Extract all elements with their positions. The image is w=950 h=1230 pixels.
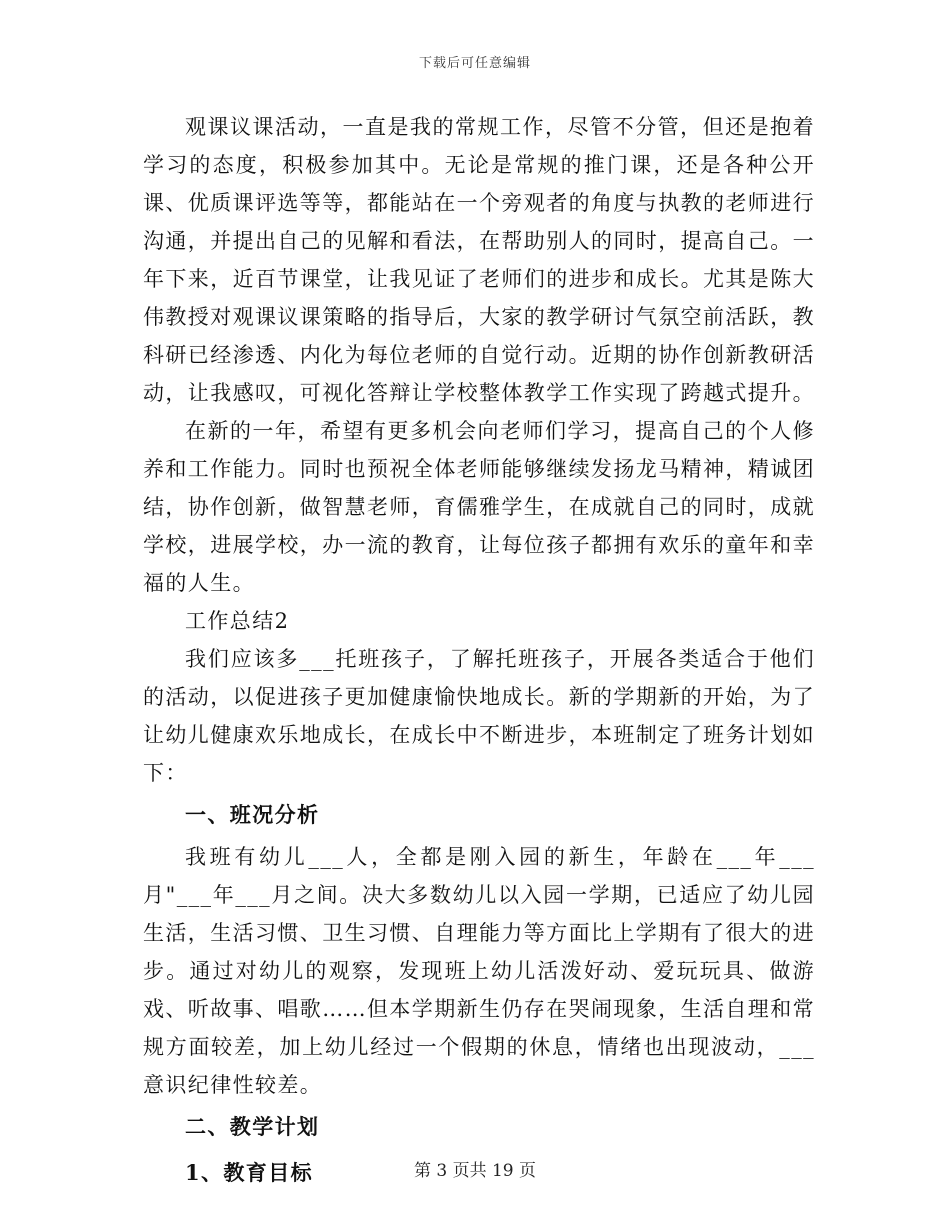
paragraph-class-analysis: 我班有幼儿___人，全都是刚入园的新生，年龄在___年___月"___年___月之间。决大多数幼儿以入园一学期，已适应了幼儿园生活，生活习惯、卫生习惯、自理能力等方面比上学期有了很大的进步。通过对幼儿的观察，发现班上幼儿活泼好动、爱玩玩具、做游戏、听故事、唱歌……但本学期新生仍存在哭闹现象，生活自理和常规方面较差，加上幼儿经过一个假期的休息，情绪也出现波动，___意识纪律性较差。 [143, 845, 815, 1097]
heading-education-goals: 1、教育目标 [185, 1160, 314, 1185]
heading-class-analysis: 一、班况分析 [185, 802, 320, 827]
heading-teaching-plan: 二、教学计划 [185, 1114, 320, 1139]
page-number: 第 3 页共 19 页 [413, 1161, 537, 1181]
paragraph-new-year-wishes: 在新的一年，希望有更多机会向老师们学习，提高自己的个人修养和工作能力。同时也预祝全体老师能够继续发扬龙马精神，精诚团结，协作创新，做智慧老师，育儒雅学生，在成就自己的同时，成就学校，进展学校，办一流的教育，让每位孩子都拥有欢乐的童年和幸福的人生。 [143, 419, 815, 595]
paragraph-toddler-class-intro: 我们应该多___托班孩子，了解托班孩子，开展各类适合于他们的活动，以促进孩子更加健康愉快地成长。新的学期新的开始，为了让幼儿健康欢乐地成长，在成长中不断进步，本班制定了班务计划如下： [143, 647, 815, 785]
page-header-note: 下载后可任意编辑 [418, 56, 531, 71]
document-body [143, 108, 815, 1196]
paragraph-classroom-observation: 观课议课活动，一直是我的常规工作，尽管不分管，但还是抱着学习的态度，积极参加其中。无论是常规的推门课，还是各种公开课、优质课评选等等，都能站在一个旁观者的角度与执教的老师进行沟通，并提出自己的见解和看法，在帮助别人的同时，提高自己。一年下来，近百节课堂，让我见证了老师们的进步和成长。尤其是陈大伟教授对观课议课策略的指导后，大家的教学研讨气氛空前活跃，教科研已经渗透、内化为每位老师的自觉行动。近期的协作创新教研活动，让我感叹，可视化答辩让学校整体教学工作实现了跨越式提升。 [143, 115, 815, 405]
section-title-work-summary-2: 工作总结2 [185, 609, 290, 633]
